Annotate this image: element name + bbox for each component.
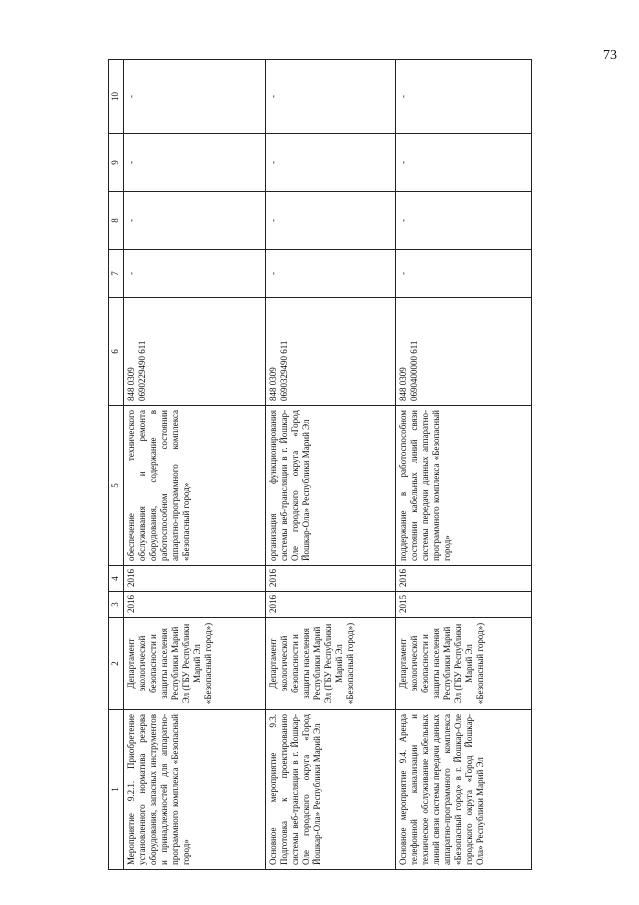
start-year-cell: 2015 (396, 592, 532, 618)
executor-cell: Департамент экологической безопасности и защиты населения Республики Марий Эл (ГБУ Республики Марий Эл «Безопасный город») (124, 618, 266, 710)
header-cell-3: 3 (109, 592, 124, 618)
event-cell: Основное мероприятие 9.3. Подготовка к проектированию системы веб-трансляции в г. Йошкар-Оле городского округа «Город Йошкар-Ола» Республики Марий Эл (266, 710, 396, 870)
program-table (108, 59, 532, 870)
col7-cell: - (396, 250, 532, 298)
code-cell (396, 298, 532, 406)
header-cell-9: 9 (109, 134, 124, 192)
header-cell-5: 5 (109, 406, 124, 566)
result-cell: поддержание в работоспособном состоянии кабельных линий связи системы передачи данных аппаратно-программного комплекса «Безопасный город» (396, 406, 532, 566)
header-cell-4: 4 (109, 566, 124, 592)
code-line-2: 0690329490 611 (279, 340, 289, 401)
table-row (396, 60, 532, 870)
col8-cell: - (396, 192, 532, 250)
col7-cell: - (124, 250, 266, 298)
col10-cell: - (396, 60, 532, 134)
col9-cell: - (266, 134, 396, 192)
start-year-cell: 2016 (124, 592, 266, 618)
code-cell (266, 298, 396, 406)
result-cell: обеспечение технического обслуживания и ремонта оборудования, содержание в работоспособном состоянии аппаратно-программного комплекса «Безопасный город» (124, 406, 266, 566)
col10-cell: - (266, 60, 396, 134)
col8-cell: - (124, 192, 266, 250)
end-year-cell: 2016 (124, 566, 266, 592)
rotated-table-container (108, 60, 528, 870)
event-cell: Основное мероприятие 9.4. Аренда телефонной канализации и техническое обслуживание кабельных линий связи системы передачи данных аппаратно-программного комплекса «Безопасный город» в г. Йошкар-Оле городского округа «Город Йошкар-Ола» Республики Марий Эл (396, 710, 532, 870)
table-row (266, 60, 396, 870)
header-cell-8: 8 (109, 192, 124, 250)
start-year-cell: 2016 (266, 592, 396, 618)
header-row (109, 60, 124, 870)
code-line-1: 848 0309 (268, 367, 278, 401)
header-cell-7: 7 (109, 250, 124, 298)
col9-cell: - (396, 134, 532, 192)
code-line-1: 848 0309 (126, 367, 136, 401)
col8-cell: - (266, 192, 396, 250)
code-line-2: 0690400000 611 (409, 340, 419, 401)
result-cell: организация функционирования системы веб-трансляции в г. Йошкар-Оле городского округа «Город Йошкар-Ола» Республики Марий Эл (266, 406, 396, 566)
end-year-cell: 2016 (396, 566, 532, 592)
code-line-2: 0690229490 611 (137, 340, 147, 401)
executor-cell: Департамент экологической безопасности и защиты населения Республики Марий Эл (ГБУ Республики Марий Эл «Безопасный город») (396, 618, 532, 710)
executor-cell: Департамент экологической безопасности и защиты населения Республики Марий Эл (ГБУ Республики Марий Эл «Безопасный город») (266, 618, 396, 710)
code-line-1: 848 0309 (398, 367, 408, 401)
code-cell (124, 298, 266, 406)
header-cell-6: 6 (109, 298, 124, 406)
table-row (124, 60, 266, 870)
header-cell-2: 2 (109, 618, 124, 710)
col7-cell: - (266, 250, 396, 298)
end-year-cell: 2016 (266, 566, 396, 592)
header-cell-10: 10 (109, 60, 124, 134)
col10-cell: - (124, 60, 266, 134)
page-number: 73 (603, 48, 617, 63)
col9-cell: - (124, 134, 266, 192)
header-cell-1: 1 (109, 710, 124, 870)
event-cell: Мероприятие 9.2.1. Приобретение установленного норматива резерва оборудования, запасных инструментов и принадлежностей для аппаратно-программного комплекса «Безопасный город» (124, 710, 266, 870)
